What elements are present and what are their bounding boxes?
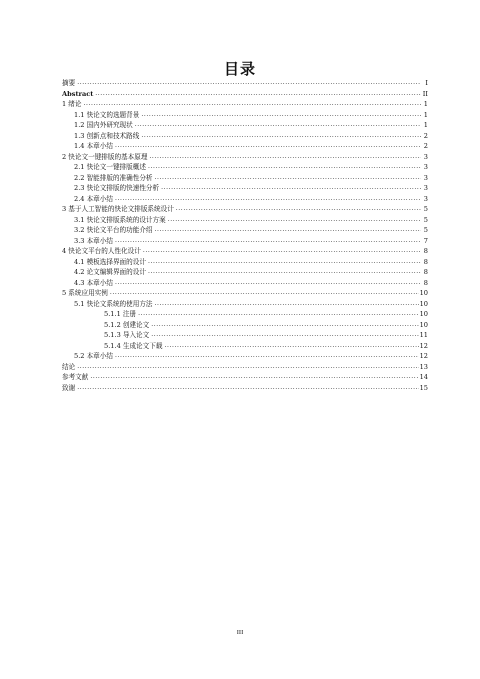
toc-entry-page: 8	[423, 268, 428, 276]
toc-entry-label: 3.2 快论文平台的功能介绍	[74, 226, 153, 234]
toc-entry-page: II	[422, 89, 428, 98]
toc-entry-label: 致谢	[62, 383, 76, 392]
toc-entry-page: 1	[423, 110, 428, 119]
toc-entry-page: 12	[419, 341, 428, 350]
toc-entry-page: I	[425, 79, 428, 87]
toc-entry-label: 结论	[62, 362, 76, 371]
toc-entry-label: 2.2 智能排版的准确性分析	[74, 173, 153, 182]
toc-entry-page: 13	[419, 362, 428, 371]
toc-entry-label: 3.1 快论文排版系统的设计方案	[74, 215, 166, 224]
toc-entry-page: 10	[419, 299, 428, 308]
toc-entry-page: 10	[419, 310, 428, 318]
toc-entry-page: 11	[419, 331, 428, 339]
toc-entry-label: 参考文献	[62, 373, 89, 381]
toc-entry-page: 15	[419, 383, 428, 392]
toc-entry[interactable]	[62, 383, 428, 394]
toc-entry-page: 10	[419, 320, 428, 329]
toc-entry-page: 5	[423, 205, 428, 213]
toc-entry-page: 2	[423, 131, 428, 140]
toc-entry-page: 8	[423, 278, 428, 287]
toc-entry-page: 1	[423, 121, 428, 129]
toc-entry-page: 8	[423, 257, 428, 266]
toc-entry-label: 5.1.3 导入论文	[104, 331, 150, 339]
toc-entry-page: 10	[419, 289, 428, 297]
toc-entry-page: 3	[423, 163, 428, 171]
toc-entry-page: 3	[423, 152, 428, 161]
toc-entry-page: 3	[423, 173, 428, 182]
toc-entry-page: 5	[423, 215, 428, 224]
toc-entry-label: 4.1 模板选择界面的设计	[74, 257, 146, 266]
toc-entry-label: 1.2 国内外研究现状	[74, 121, 133, 129]
toc-entry-label: 2.1 快论文一键排版概述	[74, 163, 146, 171]
toc-entry-label: 4 快论文平台的人性化设计	[62, 247, 141, 255]
toc-entry-label: 1.1 快论文的选题背景	[74, 110, 140, 119]
toc-entry-label: 5.1 快论文系统的使用方法	[74, 299, 153, 308]
toc-entry-page: 7	[423, 236, 428, 245]
toc-entry-label: 3.3 本章小结	[74, 236, 113, 245]
toc-entry-label: 5.1.2 创建论文	[104, 320, 150, 329]
toc-entry-label: 3 基于人工智能的快论文排版系统设计	[62, 205, 174, 213]
toc-entry-page: 14	[419, 373, 428, 381]
page-number: III	[236, 629, 244, 636]
toc-entry-page: 3	[423, 184, 428, 192]
toc-entry-label: 2.4 本章小结	[74, 194, 113, 203]
toc-entry-page: 12	[419, 352, 428, 360]
toc-entry-label: 5 系统应用实例	[62, 289, 108, 297]
toc-entry-label: 4.3 本章小结	[74, 278, 113, 287]
toc-entry-label: 5.1.4 生成论文下载	[104, 341, 163, 350]
toc-entry-page: 8	[423, 247, 428, 255]
toc-entry-label: 2 快论文一键排版的基本原理	[62, 152, 148, 161]
toc-entry-page: 1	[423, 100, 428, 108]
toc-entry-label: 5.2 本章小结	[74, 352, 113, 360]
toc-entry-label: 1.4 本章小结	[74, 142, 113, 150]
toc-entry-page: 2	[423, 142, 428, 150]
table-of-contents	[62, 78, 428, 393]
toc-entry-label: 2.3 快论文排版的快速性分析	[74, 184, 160, 192]
toc-entry-label: 1 绪论	[62, 100, 82, 108]
toc-entry-label: 5.1.1 注册	[104, 310, 137, 318]
toc-entry-label: 摘要	[62, 79, 76, 87]
toc-title: 目录	[223, 60, 256, 78]
toc-leader-dots	[77, 382, 418, 394]
toc-entry-page: 3	[423, 194, 428, 203]
toc-entry-label: 1.3 创新点和技术路线	[74, 131, 140, 140]
toc-entry-label: 4.2 论文编辑界面的设计	[74, 268, 146, 276]
toc-entry-label: Abstract	[62, 89, 94, 98]
toc-entry-page: 5	[423, 226, 428, 234]
